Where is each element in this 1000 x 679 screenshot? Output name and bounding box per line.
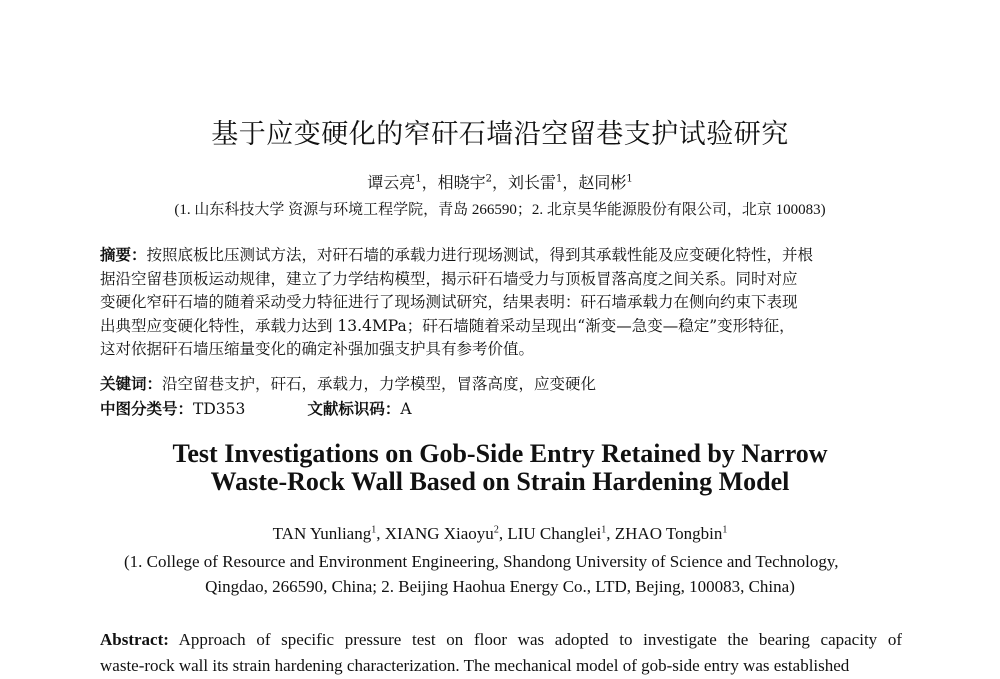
author-4-cn-affil-mark: 1 [626, 173, 633, 185]
chinese-abstract-text-3: 变硬化窄矸石墙的随着采动受力特征进行了现场测试研究，结果表明：矸石墙承载力在侧向约束下表现 [100, 293, 798, 312]
english-abstract-label: Abstract: [100, 630, 169, 649]
chinese-classification [100, 397, 412, 419]
english-title-line-2: Waste-Rock Wall Based on Strain Hardening Model [210, 467, 790, 496]
chinese-keywords-text: 沿空留巷支护，矸石，承载力，力学模型，冒落高度，应变硬化 [162, 375, 597, 393]
author-4-cn: 赵同彬 [578, 173, 627, 192]
author-1-en-affil-mark: 1 [371, 524, 377, 536]
chinese-abstract-label: 摘要： [100, 245, 147, 264]
author-2-en: XIANG Xiaoyu [384, 524, 494, 543]
author-3-en: LIU Changlei [507, 524, 602, 543]
english-affiliation-line-1: (1. College of Resource and Environment Engineering, Shandong University of Science and Technology, [124, 552, 839, 571]
clc-number: TD353 [193, 400, 246, 418]
english-authors: TAN Yunliang$^1$, XIANG Xiaoyu$^2$, LIU Changlei$^1$, ZHAO Tongbin$^1$ [272, 524, 728, 543]
chinese-abstract-text-2: 据沿空留巷顶板运动规律，建立了力学结构模型，揭示矸石墙受力与顶板冒落高度之间关系。同时对应 [100, 269, 798, 288]
author-3-cn: 刘长雷 [508, 173, 557, 192]
english-affiliation-line-2: Qingdao, 266590, China; 2. Beijing Haohua Energy Co., LTD, Bejing, 100083, China) [205, 577, 795, 596]
doc-code-label: 文献标识码： [307, 399, 401, 418]
chinese-abstract-text-5: 这对依据矸石墙压缩量变化的确定补强加强支护具有参考价值。 [100, 340, 535, 359]
author-2-en-affil-mark: 2 [493, 524, 499, 536]
author-1-cn: 谭云亮 [367, 173, 416, 192]
english-title-line-1: Test Investigations on Gob-Side Entry Retained by Narrow [172, 439, 828, 468]
author-4-en: ZHAO Tongbin [614, 524, 723, 543]
chinese-abstract-text-4: 出典型应变硬化特性，承载力达到 13.4MPa；矸石墙随着采动呈现出“渐变—急变—稳定”变形特征， [100, 316, 795, 335]
author-3-en-affil-mark: 1 [601, 524, 607, 536]
author-4-en-affil-mark: 1 [722, 524, 728, 536]
chinese-keywords-label: 关键词： [100, 374, 163, 393]
author-3-cn-affil-mark: 1 [556, 173, 563, 185]
chinese-abstract-text-1: 按照底板比压测试方法，对矸石墙的承载力进行现场测试，得到其承载性能及应变硬化特性，并根 [146, 246, 814, 264]
author-2-cn: 相晓宇 [437, 173, 486, 192]
english-abstract-text-2: waste-rock wall its strain hardening characterization. The mechanical model of gob-side entry was established [100, 656, 850, 675]
chinese-abstract-line [100, 243, 902, 268]
chinese-keywords [100, 372, 596, 394]
chinese-affiliation: (1. 山东科技大学 资源与环境工程学院，青岛 266590；2. 北京昊华能源股份有限公司，北京 100083) [174, 202, 826, 218]
doc-code: A [400, 400, 412, 418]
english-abstract-line-1 [100, 627, 902, 653]
author-2-cn-affil-mark: 2 [485, 173, 492, 185]
chinese-authors: 谭云亮$^1$，相晓宇$^2$，刘长雷$^1$，赵同彬$^1$ [367, 173, 633, 192]
author-1-en: TAN Yunliang [272, 524, 372, 543]
chinese-abstract [100, 243, 902, 362]
chinese-title: 基于应变硬化的窄矸石墙沿空留巷支护试验研究 [211, 119, 789, 150]
english-abstract [100, 627, 902, 679]
author-1-cn-affil-mark: 1 [415, 173, 422, 185]
english-title [0, 440, 1000, 496]
clc-label: 中图分类号： [100, 399, 194, 418]
english-abstract-text-1: Approach of specific pressure test on floor was adopted to investigate the bearing capacity of [178, 630, 902, 649]
